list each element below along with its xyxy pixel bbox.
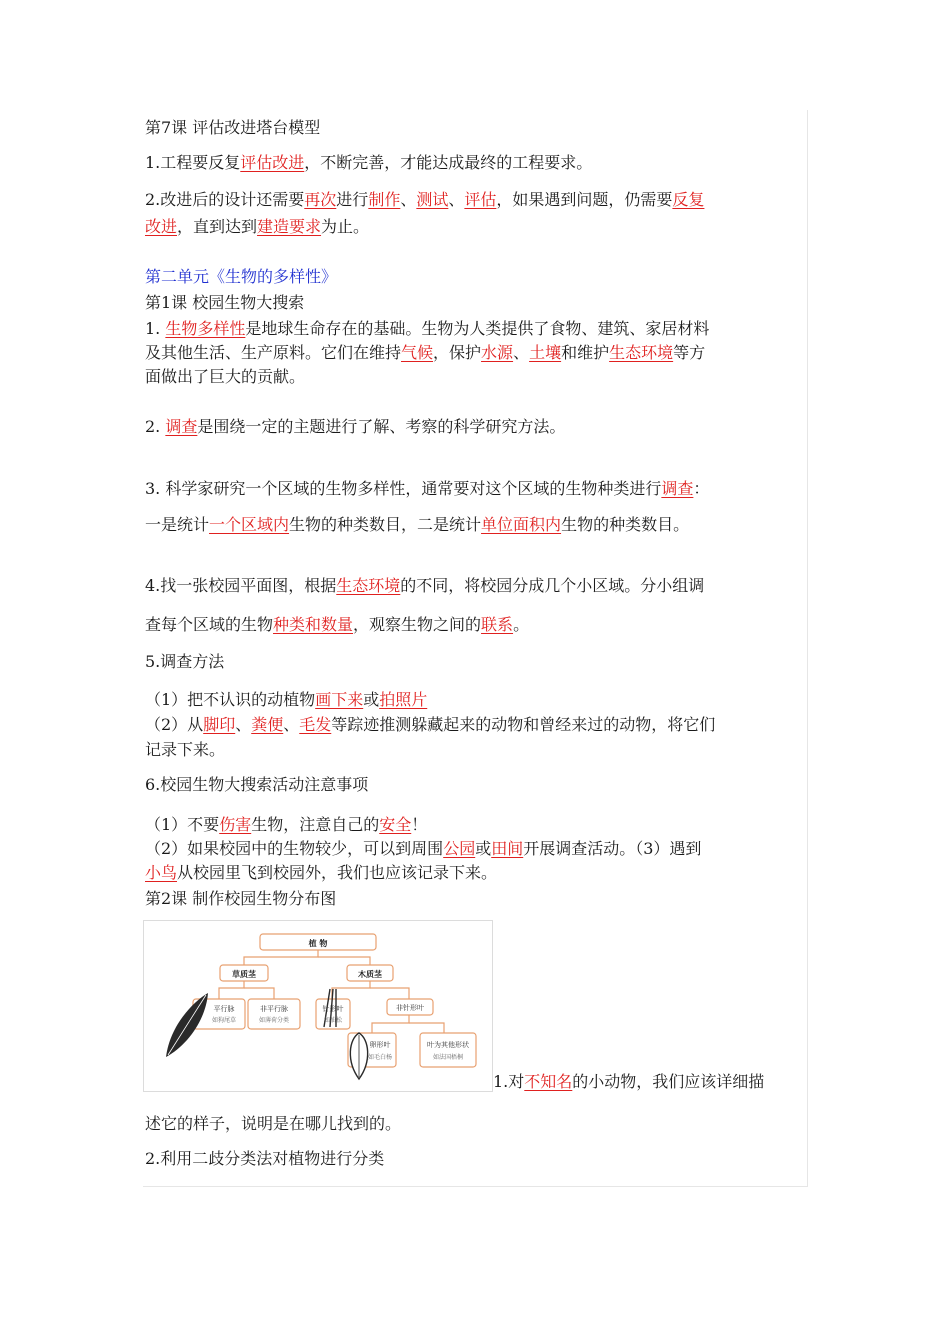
figure-other-label: 叶为其他形状 [427,1041,469,1049]
figure-nonneedle-label: 非针形叶 [396,1004,424,1012]
lesson2-point1-line2: 述它的样子，说明是在哪儿找到的。 [145,1114,402,1133]
lesson1-title: 第1课 校园生物大搜索 [145,293,305,312]
lesson2-title: 第2课 制作校园生物分布图 [145,889,337,908]
node-other [420,1033,476,1067]
node-needle [316,999,350,1029]
section1-line1: 1. 生物多样性是地球生命存在的基础。生物为人类提供了食物、建筑、家居材料 [145,319,710,338]
section6-item2-line1: （2）如果校园中的生物较少，可以到周围公园或田间开展调查活动。（3）遇到 [145,839,702,858]
plant-classification-figure [143,920,493,1092]
section5-item2-line1: （2）从脚印、粪便、毛发等踪迹推测躲藏起来的动物和曾经来过的动物，将它们 [145,715,716,734]
figure-nonparallel-label: 非平行脉 [260,1005,288,1013]
section4-line1: 4.找一张校园平面图，根据生态环境的不同，将校园分成几个小区域。分小组调 [145,576,705,595]
figure-needle-example: 如油松 [323,1017,343,1024]
lesson7-title: 第7课 评估改进塔台模型 [145,118,321,137]
lesson7-point1: 1.工程要反复评估改进，不断完善，才能达成最终的工程要求。 [145,153,593,172]
section2: 2. 调查是围绕一定的主题进行了解、考察的科学研究方法。 [145,417,566,436]
figure-wood-label: 木质茎 [358,970,382,979]
section5-item1: （1）把不认识的动植物画下来或拍照片 [145,690,428,709]
node-nonparallel [248,999,300,1029]
section3-line1: 3. 科学家研究一个区域的生物多样性，通常要对这个区域的生物种类进行调查： [145,479,710,498]
figure-oval-example: 如毛白杨 [367,1054,393,1061]
section6-item1: （1）不要伤害生物，注意自己的安全！ [145,815,428,834]
leaf-oval-icon [350,1033,367,1079]
figure-oval-label: 卵形叶 [369,1041,391,1049]
figure-herb-label: 草质茎 [232,970,256,979]
section6-title: 6.校园生物大搜索活动注意事项 [145,775,369,794]
unit2-title: 第二单元《生物的多样性》 [145,267,338,286]
figure-parallel-example: 如狗尾草 [211,1017,237,1024]
figure-nonparallel-example: 如薄荷分类 [258,1017,290,1024]
section1-line2: 及其他生活、生产原料。它们在维持气候，保护水源、土壤和维护生态环境等方 [145,343,706,362]
figure-parallel-label: 平行脉 [213,1005,235,1013]
lesson7-point2-line1: 2.改进后的设计还需要再次进行制作、测试、评估，如果遇到问题，仍需要反复 [145,190,705,209]
section3-line2: 一是统计一个区域内生物的种类数目，二是统计单位面积内生物的种类数目。 [145,515,690,534]
lesson7-point2-line2: 改进，直到达到建造要求为止。 [145,217,370,236]
section4-line2: 查每个区域的生物种类和数量，观察生物之间的联系。 [145,615,530,634]
lesson2-point1-line1: 1.对不知名的小动物，我们应该详细描 [493,1072,765,1091]
figure-other-example: 如法国梧桐 [432,1054,464,1061]
section1-line3: 面做出了巨大的贡献。 [145,367,306,386]
figure-root-label: 植 物 [308,939,328,948]
section6-item2-line2: 小鸟从校园里飞到校园外，我们也应该记录下来。 [145,863,498,882]
lesson2-point2: 2.利用二歧分类法对植物进行分类 [145,1149,385,1168]
figure-needle-label: 针形叶 [322,1005,344,1013]
section5-item2-line2: 记录下来。 [145,740,226,759]
section5-title: 5.调查方法 [145,652,225,671]
